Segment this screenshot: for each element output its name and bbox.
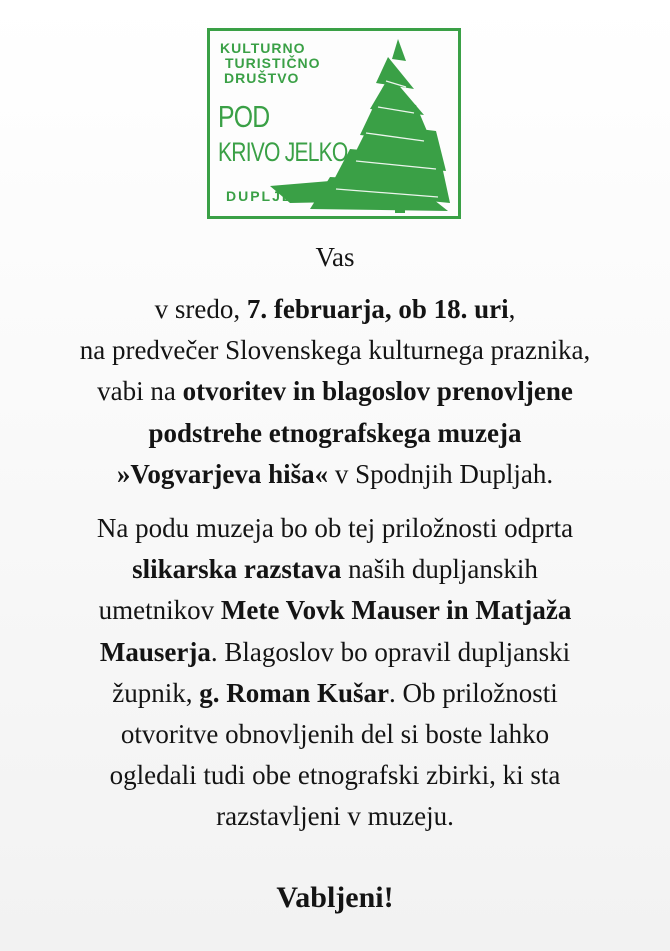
- paragraph-text: naših dupljanskih: [341, 554, 538, 584]
- date-suffix: ,: [508, 294, 516, 324]
- greeting-text: Vas: [315, 242, 355, 272]
- occasion-line: [0, 333, 670, 367]
- invite-line: [0, 374, 670, 408]
- society-logo: [207, 28, 461, 219]
- paragraph-line-5: [0, 676, 670, 710]
- logo-text-drustvo: DRUŠTVO: [224, 70, 300, 86]
- event-name-part2: podstrehe etnografskega muzeja: [148, 418, 522, 448]
- paragraph-line-8: [0, 799, 670, 833]
- paragraph-text: razstavljeni v muzeju.: [216, 801, 454, 831]
- paragraph-text: otvoritve obnovljenih del si boste lahko: [120, 719, 550, 749]
- priest-name: g. Roman Kušar: [199, 678, 389, 708]
- paragraph-text: . Blagoslov bo opravil dupljanski: [210, 637, 571, 667]
- greeting-line: [0, 240, 670, 274]
- paragraph-text: umetnikov: [98, 595, 221, 625]
- exhibition-name: slikarska razstava: [132, 554, 342, 584]
- paragraph-text: Na podu muzeja bo ob tej priložnosti odprta: [96, 513, 574, 543]
- paragraph-line-1: [0, 511, 670, 545]
- closing-text: Vabljeni!: [276, 881, 394, 914]
- logo-text-kulturno: KULTURNO: [220, 40, 306, 56]
- occasion-text: na predvečer Slovenskega kulturnega praznika,: [79, 335, 591, 365]
- event-name-part1: otvoritev in blagoslov prenovljene: [182, 376, 573, 406]
- logo-text-pod: POD: [218, 99, 270, 134]
- date-prefix: v sredo,: [154, 294, 247, 324]
- paragraph-line-7: [0, 758, 670, 792]
- closing-line: [0, 881, 670, 915]
- artists-names: Mete Vovk Mauser in Matjaža: [220, 595, 572, 625]
- museum-line: [0, 457, 670, 491]
- paragraph-line-3: [0, 593, 670, 627]
- paragraph-line-4: [0, 635, 670, 669]
- invite-prefix: vabi na: [97, 376, 183, 406]
- paragraph-line-6: [0, 717, 670, 751]
- paragraph-line-2: [0, 552, 670, 586]
- museum-name: »Vogvarjeva hiša«: [116, 459, 329, 489]
- museum-location: v Spodnjih Dupljah.: [328, 459, 554, 489]
- paragraph-text: ogledali tudi obe etnografski zbirki, ki sta: [109, 760, 561, 790]
- paragraph-text: . Ob priložnosti: [389, 678, 558, 708]
- event-name-line: [0, 416, 670, 450]
- event-date-time: 7. februarja, ob 18. uri: [246, 294, 509, 324]
- artist-surname: Mauserja: [99, 637, 211, 667]
- logo-text-krivo-jelko: KRIVO JELKO: [218, 137, 348, 167]
- date-line: [0, 292, 670, 326]
- logo-text-turisticno: TURISTIČNO: [225, 55, 321, 71]
- logo-text-duplje: DUPLJE: [226, 188, 294, 204]
- paragraph-text: župnik,: [112, 678, 200, 708]
